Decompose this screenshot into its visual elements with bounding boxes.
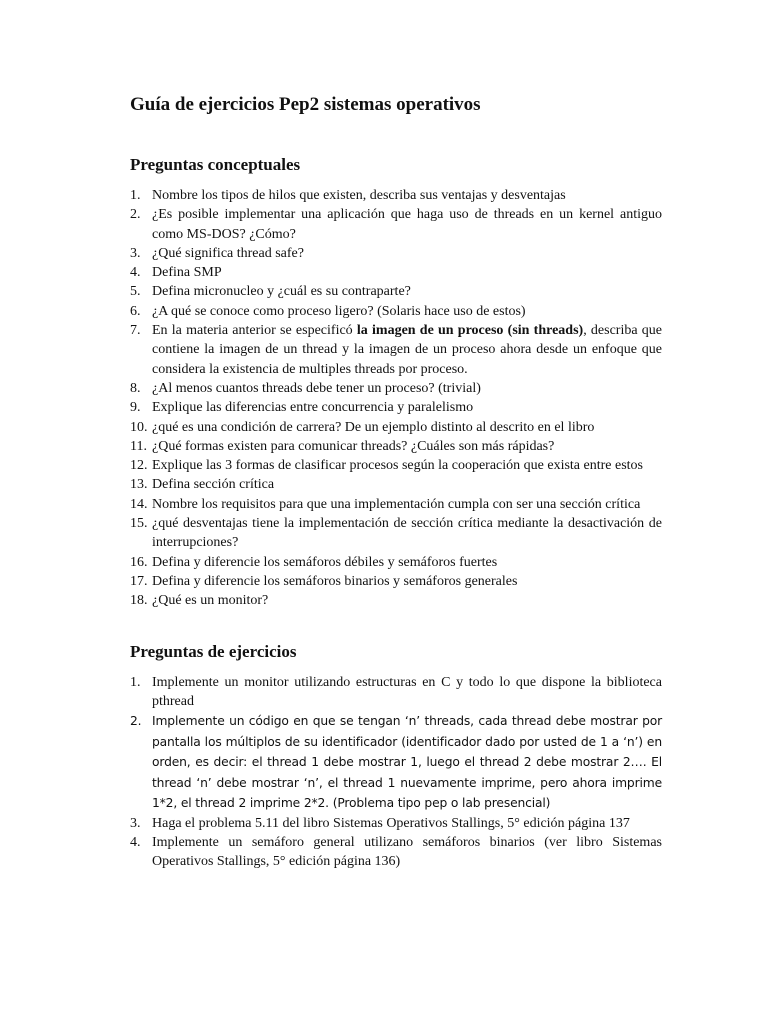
item-text: ¿Qué es un monitor? [152,593,269,609]
item-text: , describa que contiene la imagen de un thread y la imagen de un proceso ahora desde un enfoque que considera la existencia de multiples threads por proceso. [152,323,662,377]
item-number: 12. [130,458,148,474]
list-item [130,553,662,572]
item-text: Nombre los tipos de hilos que existen, describa sus ventajas y desventajas [152,188,566,203]
item-text: ¿qué es una condición de carrera? De un ejemplo distinto al descrito en el libro [152,419,595,435]
item-number: 6. [130,303,141,319]
item-text: Haga el problema 5.11 del libro Sistemas Operativos Stallings, 5° edición página 137 [152,815,630,831]
list-item [130,495,662,514]
item-text: Explique las diferencias entre concurrencia y paralelismo [152,400,474,416]
list-item [130,186,662,205]
item-text: Implemente un monitor utilizando estructuras en C y todo lo que dispone la biblioteca pthread [152,674,662,709]
item-text: Defina micronucleo y ¿cuál es su contraparte? [152,284,411,300]
item-number: 1. [130,674,141,690]
list-item [130,475,662,494]
list-item [130,379,662,398]
item-number: 7. [130,323,141,339]
item-emphasis: la imagen de un proceso (sin threads) [356,323,584,339]
list-item [130,418,662,437]
item-number: 2. [130,207,141,223]
item-text: Implemente un semáforo general utilizano semáforos binarios (ver libro Sistemas Operativos Stallings, 5° edición página 136) [152,834,662,870]
item-text: Defina sección crítica [152,477,275,493]
list-item [130,302,662,321]
section-heading-ejercicios: Preguntas de ejercicios [130,641,297,661]
list-item [130,244,662,263]
item-text: Defina y diferencie los semáforos binarios y semáforos generales [152,573,518,589]
item-number: 13. [130,477,148,493]
item-text: ¿Es posible implementar una aplicación que haga uso de threads en un kernel antiguo como MS-DOS? ¿Cómo? [152,207,662,242]
item-text: Defina SMP [152,265,222,281]
list-item [130,282,662,301]
item-number: 9. [130,400,141,416]
document-page [130,93,662,872]
list-item [130,456,662,475]
list-item [130,833,662,872]
item-number: 15. [130,516,148,532]
item-text: Defina y diferencie los semáforos débiles y semáforos fuertes [152,554,498,570]
list-item [130,572,662,591]
item-text: Nombre los requisitos para que una implementación cumpla con ser una sección crítica [152,496,641,512]
item-number: 4. [130,265,141,281]
list-item [130,711,662,814]
item-text: ¿Qué significa thread safe? [152,245,304,261]
list-item [130,398,662,417]
list-item [130,673,662,712]
question-list-conceptuales [130,186,662,611]
item-text: Explique las 3 formas de clasificar procesos según la cooperación que exista entre estos [152,458,643,474]
section-heading-conceptuales: Preguntas conceptuales [130,155,301,174]
item-number: 5. [130,284,141,300]
item-number: 14. [130,496,148,512]
item-number: 16. [130,554,148,570]
list-item [130,514,662,553]
list-item [130,321,662,379]
list-item [130,205,662,244]
item-number: 18. [130,593,148,609]
list-item [130,437,662,456]
item-number: 8. [130,380,141,396]
item-number: 10. [130,419,148,435]
item-number: 11. [130,438,147,454]
list-item [130,591,662,610]
document-title: Guía de ejercicios Pep2 sistemas operativos [130,94,481,115]
item-text: ¿Al menos cuantos threads debe tener un proceso? (trivial) [152,380,481,396]
item-number: 17. [130,573,148,589]
question-list-ejercicios [130,673,662,872]
list-item [130,263,662,282]
item-text: ¿Qué formas existen para comunicar threads? ¿Cuáles son más rápidas? [152,438,555,454]
item-number: 1. [130,188,141,203]
item-text: Implemente un código en que se tengan ‘n’ threads, cada thread debe mostrar por pantalla los múltiplos de su identificador (identificador dado por usted de 1 a ‘n’) en orden, es decir: el thread 1 debe mostrar 1, luego el thread 2 debe mostrar 2…. El thread ‘n’ debe mostrar ‘n’, el thread 1 nuevamente imprime, pero ahora imprime 1*2, el thread 2 imprime 2*2. (Problema tipo pep o lab presencial) [152,714,662,811]
list-item [130,814,662,833]
item-text: ¿A qué se conoce como proceso ligero? (Solaris hace uso de estos) [152,303,526,319]
item-number: 4. [130,834,141,850]
item-text: ¿qué desventajas tiene la implementación de sección crítica mediante la desactivación de interrupciones? [152,516,662,551]
item-text: En la materia anterior se especificó [152,323,357,339]
item-number: 3. [130,245,141,261]
item-number: 2. [130,714,142,729]
item-number: 3. [130,815,141,831]
